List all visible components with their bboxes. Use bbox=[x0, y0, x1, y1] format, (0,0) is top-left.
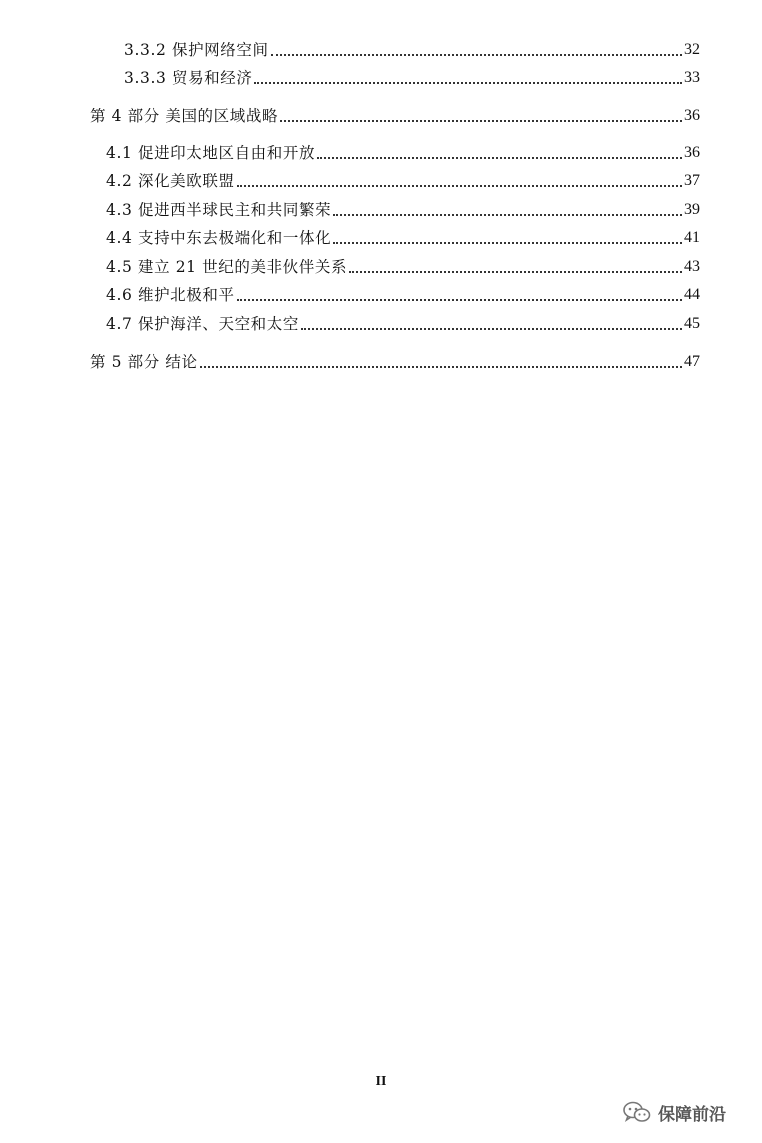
watermark bbox=[622, 1098, 726, 1126]
toc-entry-label: 4.4 支持中东去极端化和一体化 bbox=[106, 229, 332, 247]
toc-entry-page: 41 bbox=[684, 229, 700, 246]
toc-leader-dots bbox=[301, 328, 682, 330]
toc-entry-page: 33 bbox=[684, 69, 700, 86]
toc-leader-dots bbox=[237, 299, 682, 301]
table-of-contents bbox=[0, 0, 762, 380]
toc-entry-label: 4.6 维护北极和平 bbox=[106, 286, 235, 304]
toc-entry-part[interactable] bbox=[90, 350, 700, 372]
toc-leader-dots bbox=[333, 214, 682, 216]
toc-entry-page: 45 bbox=[684, 315, 700, 332]
toc-entry-page: 36 bbox=[684, 144, 700, 161]
toc-leader-dots bbox=[271, 54, 682, 56]
toc-entry-label: 3.3.2 保护网络空间 bbox=[124, 41, 269, 59]
wechat-icon bbox=[622, 1100, 652, 1124]
toc-entry[interactable] bbox=[106, 312, 700, 334]
toc-entry-page: 36 bbox=[684, 107, 700, 124]
toc-entry[interactable] bbox=[106, 226, 700, 248]
toc-entry-label: 4.3 促进西半球民主和共同繁荣 bbox=[106, 201, 332, 219]
toc-entry-label: 第 5 部分 结论 bbox=[90, 353, 198, 371]
watermark-text: 保障前沿 bbox=[658, 1104, 726, 1125]
toc-leader-dots bbox=[349, 271, 682, 273]
toc-entry-label: 4.1 促进印太地区自由和开放 bbox=[106, 144, 316, 162]
toc-entry-page: 43 bbox=[684, 258, 700, 275]
toc-entry-page: 47 bbox=[684, 353, 700, 370]
toc-entry[interactable] bbox=[124, 66, 700, 88]
toc-leader-dots bbox=[317, 157, 682, 159]
toc-entry[interactable] bbox=[106, 141, 700, 163]
toc-leader-dots bbox=[280, 120, 682, 122]
toc-entry[interactable] bbox=[106, 283, 700, 305]
toc-entry-label: 4.2 深化美欧联盟 bbox=[106, 172, 235, 190]
toc-entry[interactable] bbox=[124, 38, 700, 60]
toc-entry-page: 44 bbox=[684, 286, 700, 303]
toc-entry-part[interactable] bbox=[90, 104, 700, 126]
toc-entry-label: 3.3.3 贸易和经济 bbox=[124, 69, 253, 87]
toc-entry-label: 第 4 部分 美国的区域战略 bbox=[90, 107, 279, 125]
toc-entry-page: 37 bbox=[684, 172, 700, 189]
toc-entry[interactable] bbox=[106, 169, 700, 191]
toc-leader-dots bbox=[254, 82, 682, 84]
toc-entry[interactable] bbox=[106, 198, 700, 220]
toc-leader-dots bbox=[237, 185, 682, 187]
toc-leader-dots bbox=[333, 242, 682, 244]
toc-entry-label: 4.7 保护海洋、天空和太空 bbox=[106, 315, 299, 333]
toc-entry-label: 4.5 建立 21 世纪的美非伙伴关系 bbox=[106, 258, 348, 276]
page-number: II bbox=[375, 1074, 387, 1089]
toc-entry[interactable] bbox=[106, 255, 700, 277]
toc-leader-dots bbox=[200, 366, 682, 368]
toc-entry-page: 39 bbox=[684, 201, 700, 218]
toc-entry-page: 32 bbox=[684, 41, 700, 58]
